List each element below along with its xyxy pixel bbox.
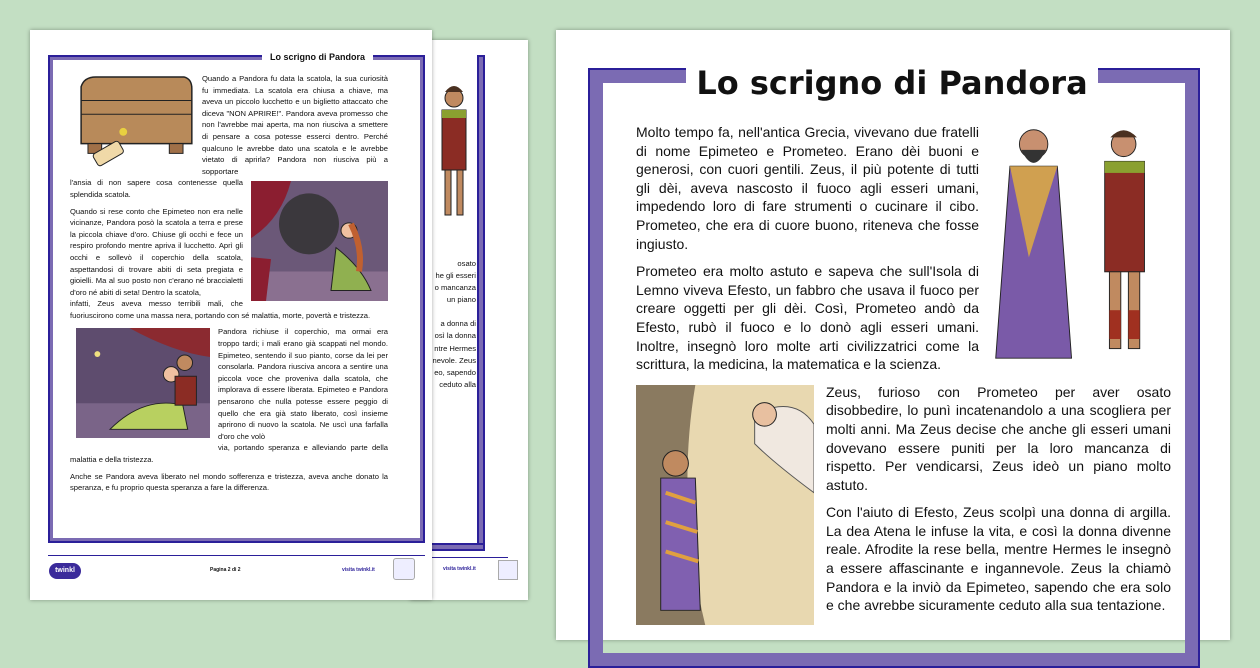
footer-line [430,557,508,558]
zeus-prometeo-illustration [636,385,814,625]
footer-line [48,555,425,556]
paragraph: via, portando speranza e alleviando parte della malattia e della tristezza. [70,443,388,464]
boy-illustration [432,80,477,230]
page-one-text [636,123,1171,625]
page-one [556,30,1230,640]
page-two-text [70,73,388,499]
paragraph: infatti, Zeus aveva messo terribili mali, che fuoriuscirono come una massa nera, portando con sé malattia, morte, povertà e tristezza. [70,299,371,320]
page-number: Pagina 2 di 2 [210,567,241,573]
frame-edge [477,55,485,550]
text-fragment: he gli esseri [435,271,476,281]
twinkl-badge-icon [393,558,415,580]
text-fragment: a donna di [440,319,476,329]
page-two [30,30,432,600]
paragraph: Prometeo era molto astuto e sapeva che sull'Isola di Lemno viveva Efesto, un fabbro che usava il fuoco per creare oggetti per gli dèi. Così, Prometeo andò da Efesto, rubò il fuoco e lo donò agli esseri umani. Inoltre, insegnò loro molte arti civilizzatrici come la scrittura, la medicina, la matematica e la scienza. [636,263,979,373]
chest-illustration [76,75,194,173]
text-fragment: ntre Hermes [434,343,476,353]
pandora-epimeteo-illustration [76,328,210,438]
text-fragment: osì la donna [434,331,476,341]
text-fragment: ceduto alla [439,379,476,389]
pandora-opening-box-illustration [251,181,388,301]
prometeo-epimeteo-illustration [991,123,1171,363]
text-fragment: nevole. Zeus [432,355,476,365]
paragraph: l'ansia di non sapere cosa contenesse quella splendida scatola. [70,178,243,199]
text-fragment: un piano [446,295,476,305]
paragraph: Quando si rese conto che Epimeteo non era nelle vicinanze, Pandora posò la scatola a terra e prese la piccola chiave d'oro. Chiuse gli occhi e fece un respiro profondo mentre apriva il lucchetto. Aprì gli occhi e sollevò il coperchio della scatola, aspettandosi di trovare abiti di seta pregiata e gioielli. Ma al suo posto non c'erano né braccialetti d'oro né abiti di seta! Dentro la scatola, [70,206,243,297]
paragraph: Molto tempo fa, nell'antica Grecia, vivevano due fratelli di nome Epimeteo e Prometeo. Erano dèi buoni e generosi, con cuori gentili. Zeus, il più potente di tutti gli dèi, aveva nascosto il fuoco agli esseri umani, impedendo loro di fare strumenti o cucinare il cibo. Prometeo, che era di cuore buono, riteneva che fosse ingiusto. [636,124,979,252]
text-fragment: o mancanza [434,283,476,293]
twinkl-badge-icon [498,560,518,580]
paragraph: Quando a Pandora fu data la scatola, la sua curiosità fu immediata. La scatola era chiusa a chiave, ma aveva un piccolo lucchetto e un biglietto attaccato che diceva "NON APRIRE!". Pandora aveva promesso che non l'avrebbe mai aperta, ma non riusciva a smettere di pensare a cosa potesse esserci dentro. Perché qualcuno le avrebbe dato una scatola e le avrebbe vietato di aprirla? Pandora non riusciva più a sopportare [202,74,388,176]
paragraph: Pandora richiuse il coperchio, ma ormai era troppo tardi; i mali erano già scappati nel mondo. Epimeteo, sentendo il suo pianto, corse da lei per consolarla. Pandora riusciva ancora a sentire una piccola voce che proveniva dalla scatola, che implorava di essere liberata. Epimeteo e Pandora pensarono che nulla potesse essere peggio di quello che era già stato liberato, così insieme aprirono di nuovo la scatola. Ne uscì una farfalla d'oro che volò [218,327,388,441]
frame-edge-bottom [430,543,485,551]
visit-link[interactable]: visita twinkl.it [443,566,476,572]
page-title: Lo scrigno di Pandora [686,60,1098,106]
visit-link[interactable]: visita twinkl.it [342,567,375,573]
paragraph: Con l'aiuto di Efesto, Zeus scolpì una donna di argilla. La dea Atena le infuse la vita, e così la donna divenne reale. Afrodite la rese bella, mentre Hermes le insegnò a essere affascinante e ingannevole. Zeus la chiamò Pandora e la inviò da Epimeteo, sapendo che era solo e che avrebbe sicuramente ceduto alla sua tentazione. [826,504,1171,614]
paragraph: Anche se Pandora aveva liberato nel mondo sofferenza e tristezza, aveva anche donato la speranza, e fu proprio questa speranza a fare la differenza. [70,471,388,493]
header-title: Lo scrigno di Pandora [262,50,373,64]
paragraph: Zeus, furioso con Prometeo per aver osato disobbedire, lo punì incatenandolo a una scogliera per molti anni. Ma Zeus decise che anche gli esseri umani dovevano essere puniti per la loro mancanza di rispetto. Per vendicarsi, Zeus ideò un piano molto astuto. [826,383,1171,493]
twinkl-logo[interactable]: twinkl [49,563,81,579]
text-fragment: osato [457,259,476,268]
text-fragment: eo, sapendo [434,367,476,377]
